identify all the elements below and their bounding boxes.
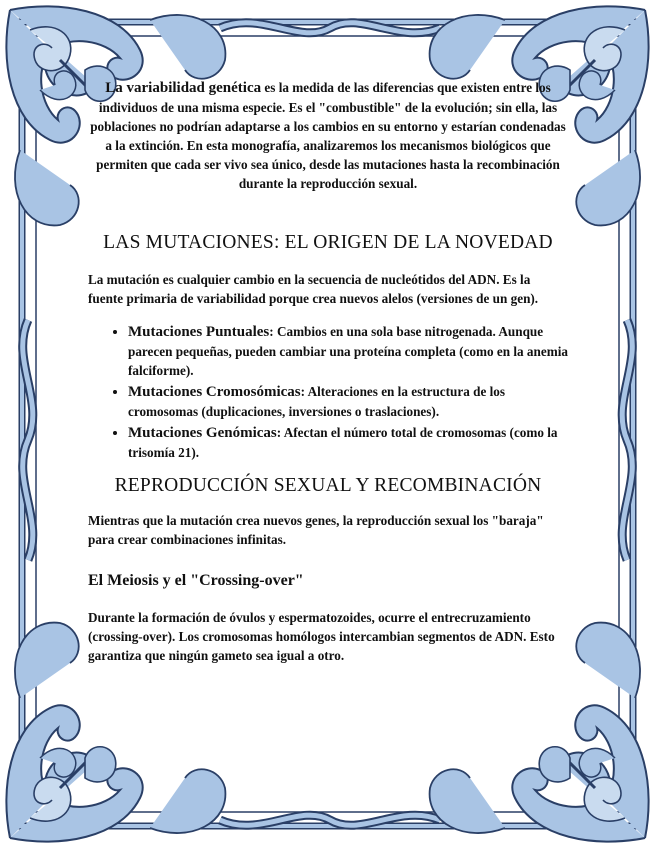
meiosis-paragraph: Durante la formación de óvulos y espermatozoides, ocurre el entrecruzamiento (crossing-over). Los cromosomas homólogos intercambian segmentos de ADN. Esto garantiza que ningún gameto sea igual a otro.	[88, 610, 555, 663]
list-item-desc: : Alteraciones en la estructura de los cromosomas (duplicaciones, inversiones o traslaciones).	[128, 384, 505, 419]
meiosis-subheading: El Meiosis y el "Crossing-over"	[88, 572, 304, 589]
intro-paragraph	[88, 78, 568, 193]
list-item-term: Mutaciones Cromosómicas	[128, 384, 301, 400]
list-item-term: Mutaciones Puntuales	[128, 324, 270, 340]
reproduction-paragraph: Mientras que la mutación crea nuevos genes, la reproducción sexual los "baraja" para crear combinaciones infinitas.	[88, 513, 544, 547]
document-content	[88, 78, 568, 665]
list-item	[128, 382, 568, 421]
list-item-term: Mutaciones Genómicas	[128, 425, 277, 441]
intro-body: es la medida de las diferencias que existen entre los individuos de una misma especie. Es el "combustible" de la evolución; sin ella, las poblaciones no podrían adaptarse a los cambios en su entorno y estarían condenadas a la extinción. En esta monografía, analizaremos los mecanismos biológicos que permiten que cada ser vivo sea único, desde las mutaciones hasta la recombinación durante la reproducción sexual.	[90, 80, 566, 191]
mutation-types-list	[88, 322, 568, 462]
mutations-heading: LAS MUTACIONES: EL ORIGEN DE LA NOVEDAD	[103, 232, 553, 253]
list-item	[128, 423, 568, 462]
list-item-desc: : Afectan el número total de cromosomas (como la trisomía 21).	[128, 425, 558, 460]
list-item-desc: : Cambios en una sola base nitrogenada. Aunque parecen pequeñas, pueden cambiar una proteína completa (como en la anemia falciforme).	[128, 324, 568, 378]
mutations-paragraph: La mutación es cualquier cambio en la secuencia de nucleótidos del ADN. Es la fuente primaria de variabilidad porque crea nuevos alelos (versiones de un gen).	[88, 272, 539, 306]
reproduction-heading: REPRODUCCIÓN SEXUAL Y RECOMBINACIÓN	[114, 475, 542, 496]
list-item	[128, 322, 568, 380]
intro-lead: La variabilidad genética	[105, 80, 262, 96]
